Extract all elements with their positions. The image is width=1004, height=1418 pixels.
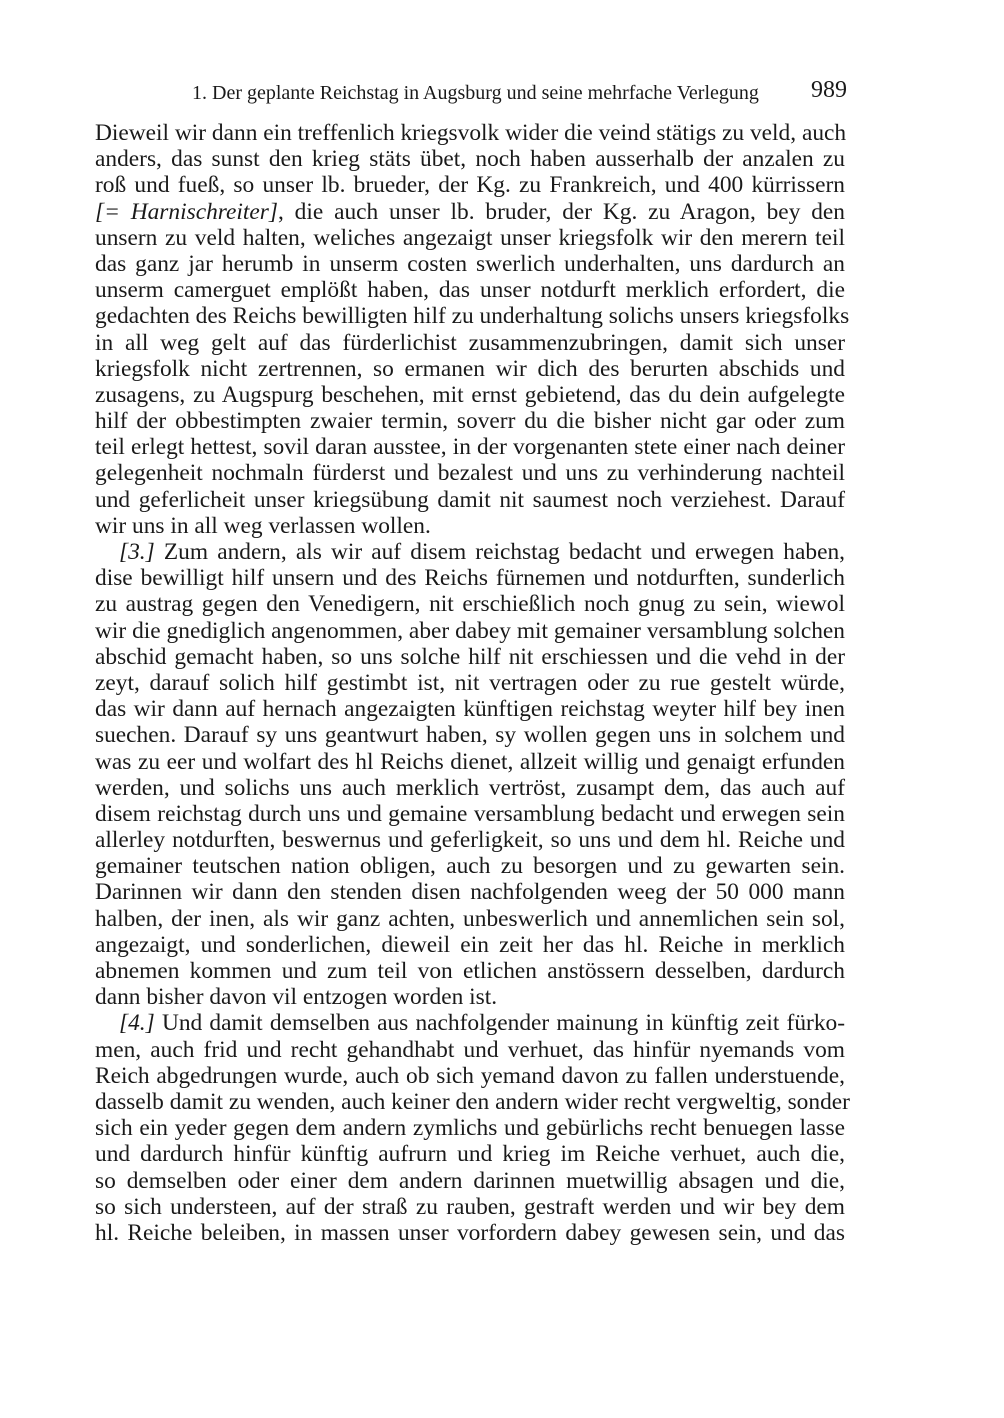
text-line xyxy=(95,1010,845,1036)
text-run: roß und fueß, so unser lb. brueder, der Kg. zu Frankreich, und 400 kürrissern xyxy=(95,172,845,199)
text-run: und dardurch hinfür künftig aufrurn und krieg im Reiche verhuet, auch die, xyxy=(95,1141,845,1168)
text-run: so demselben oder einer dem andern darinnen muetwillig absagen und die, xyxy=(95,1167,845,1194)
text-run: in all weg gelt auf das fürderlichist zusammenzubringen, damit sich unser xyxy=(95,329,845,356)
text-run: gelegenheit nochmaln fürderst und bezalest und uns zu verhinderung nachteil xyxy=(95,460,845,487)
text-line xyxy=(95,1115,845,1141)
page-number: 989 xyxy=(811,77,847,103)
section-marker: [3.] xyxy=(119,539,155,565)
text-run: Darinnen wir dann den stenden disen nachfolgenden weeg der 50 000 mann xyxy=(95,879,845,906)
text-run: disem reichstag durch uns und gemaine versamblung bedacht und erwegen sein xyxy=(95,800,845,827)
text-run: suechen. Darauf sy uns geantwurt haben, sy wollen gegen uns in solchem und xyxy=(95,722,845,749)
text-run: , die auch unser lb. bruder, der Kg. zu Aragon, bey den xyxy=(277,198,845,225)
text-run: abnemen kommen und zum teil von etlichen anstössern desselben, dardurch xyxy=(95,958,845,984)
text-run: angezaigt, und sonderlichen, dieweil ein zeit her das hl. Reiche in merklich xyxy=(95,931,845,958)
text-run: Zum andern, als wir auf disem reichstag bedacht und erwegen haben, xyxy=(154,539,845,565)
paragraph xyxy=(95,539,845,1010)
text-line xyxy=(95,1194,845,1220)
text-run: das wir dann auf hernach angezaigten künftigen reichstag weyter hilf bey inen xyxy=(95,696,845,723)
text-line xyxy=(95,644,845,670)
text-run: und geferlicheit unser kriegsübung damit nit saumest noch verziehest. Darauf xyxy=(95,486,845,513)
text-line xyxy=(95,1063,845,1089)
text-line xyxy=(95,827,845,853)
text-line xyxy=(95,591,845,617)
text-run: wir uns in all weg verlassen wollen. xyxy=(95,512,431,539)
text-run: sich ein yeder gegen dem andern zymlichs und gebürlichs recht benuegen lasse xyxy=(95,1115,845,1142)
text-run: men, auch frid und recht gehandhabt und verhuet, das hinfür nyemands vom xyxy=(95,1036,845,1063)
text-run: dasselb damit zu wenden, auch keiner den andern wider recht vergweltig, sonder xyxy=(95,1088,850,1115)
text-run: halben, der inen, als wir ganz achten, unbeswerlich und annemlichen sein sol, xyxy=(95,905,845,932)
text-line xyxy=(95,1220,845,1246)
paragraph xyxy=(95,1010,850,1246)
text-run: Reich abgedrungen wurde, auch ob sich yemand davon zu fallen understuende, xyxy=(95,1062,845,1089)
text-line xyxy=(95,277,845,303)
text-line xyxy=(95,172,845,198)
text-line xyxy=(95,120,845,146)
text-run: teil erlegt hettest, sovil daran ausstee, in der vorgenanten stete einer nach deiner xyxy=(95,434,845,461)
text-run: werden, und solichs uns auch merklich vertröst, zusampt dem, das auch auf xyxy=(95,774,845,801)
text-line xyxy=(95,330,845,356)
text-line xyxy=(95,1088,850,1115)
text-run: was zu eer und wolfart des hl Reichs dienet, allzeit willig und genaigt erfunden xyxy=(95,748,845,775)
text-run: hl. Reiche beleiben, in massen unser vorfordern dabey gewesen sein, und das xyxy=(95,1219,845,1246)
text-line xyxy=(95,1037,845,1063)
text-run: Dieweil wir dann ein treffenlich kriegsvolk wider die veind stätigs zu veld, auch xyxy=(95,120,847,146)
running-title: 1. Der geplante Reichstag in Augsburg und seine mehrfache Verlegung xyxy=(192,82,759,104)
text-line xyxy=(95,749,845,775)
text-run: das ganz jar herumb in unserm costen swerlich underhalten, uns dardurch an xyxy=(95,250,845,277)
running-header xyxy=(95,78,847,108)
text-run: zu austrag gegen den Venedigern, nit erschießlich noch gnug zu sein, wiewol xyxy=(95,591,845,618)
text-run: kriegsfolk nicht zertrennen, so ermanen wir dich des berurten abschids und xyxy=(95,355,845,382)
text-line xyxy=(95,1168,845,1194)
text-line xyxy=(95,434,845,460)
text-line xyxy=(95,251,845,277)
text-line xyxy=(95,303,850,330)
text-line xyxy=(95,618,845,644)
text-line xyxy=(95,984,845,1010)
text-line xyxy=(95,958,845,984)
text-line xyxy=(95,775,845,801)
text-run: abschid gemacht haben, so uns solche hilf nit erschiessen und die vehd in der xyxy=(95,643,845,670)
text-run: dann bisher davon vil entzogen worden ist. xyxy=(95,984,498,1011)
text-line xyxy=(95,670,845,696)
text-run: unserm camerguet emplößt haben, das unser notdurft merklich erfordert, die xyxy=(95,277,845,304)
text-line xyxy=(95,879,845,905)
text-run: allerley notdurften, beswernus und geferligkeit, so uns und dem hl. Reiche und xyxy=(95,827,845,854)
text-line xyxy=(95,565,845,591)
text-run: hilf der obbestimpten zwaier termin, soverr du die bisher nicht gar oder zum xyxy=(95,408,845,435)
text-run: so sich understeen, auf der straß zu rauben, gestraft werden und wir bey dem xyxy=(95,1193,845,1220)
editorial-gloss: [= Harnischreiter] xyxy=(95,198,278,225)
text-line xyxy=(95,906,845,932)
text-line xyxy=(95,225,845,251)
text-line xyxy=(95,722,845,748)
text-run: gedachten des Reichs bewilligten hilf zu underhaltung solichs unsers kriegsfolks xyxy=(95,303,850,330)
text-line xyxy=(95,513,845,539)
text-run: zeyt, darauf solich hilf gestimbt ist, nit vertragen oder zu rue gestelt würde, xyxy=(95,669,845,696)
text-run: unsern zu veld halten, weliches angezaigt unser kriegsfolk wir den merern teil xyxy=(95,224,845,251)
text-line xyxy=(95,801,845,827)
text-line xyxy=(95,853,845,879)
text-run: wir die gnediglich angenommen, aber dabey mit gemainer versamblung solchen xyxy=(95,617,845,644)
text-run: gemainer teutschen nation obligen, auch zu besorgen und zu gewarten sein. xyxy=(95,853,845,880)
text-line xyxy=(95,487,845,513)
text-line xyxy=(95,382,845,408)
body-text xyxy=(95,120,850,1246)
text-line xyxy=(95,199,845,225)
text-run: anders, das sunst den krieg stäts übet, noch haben ausserhalb der anzalen zu xyxy=(95,146,845,173)
text-line xyxy=(95,146,845,172)
text-run: zusagens, zu Augspurg beschehen, mit ernst gebietend, das du dein aufgelegte xyxy=(95,381,845,408)
text-line xyxy=(95,1141,845,1167)
text-run: dise bewilligt hilf unsern und des Reichs fürnemen und notdurften, sunderlich xyxy=(95,565,845,592)
section-marker: [4.] xyxy=(119,1010,155,1037)
text-line xyxy=(95,932,845,958)
text-line xyxy=(95,356,845,382)
text-line xyxy=(95,408,845,434)
text-line xyxy=(95,696,845,722)
text-line xyxy=(95,460,845,486)
text-run: Und damit demselben aus nachfolgender mainung in künftig zeit fürko- xyxy=(154,1010,845,1037)
text-line xyxy=(95,539,845,565)
paragraph xyxy=(95,120,850,539)
